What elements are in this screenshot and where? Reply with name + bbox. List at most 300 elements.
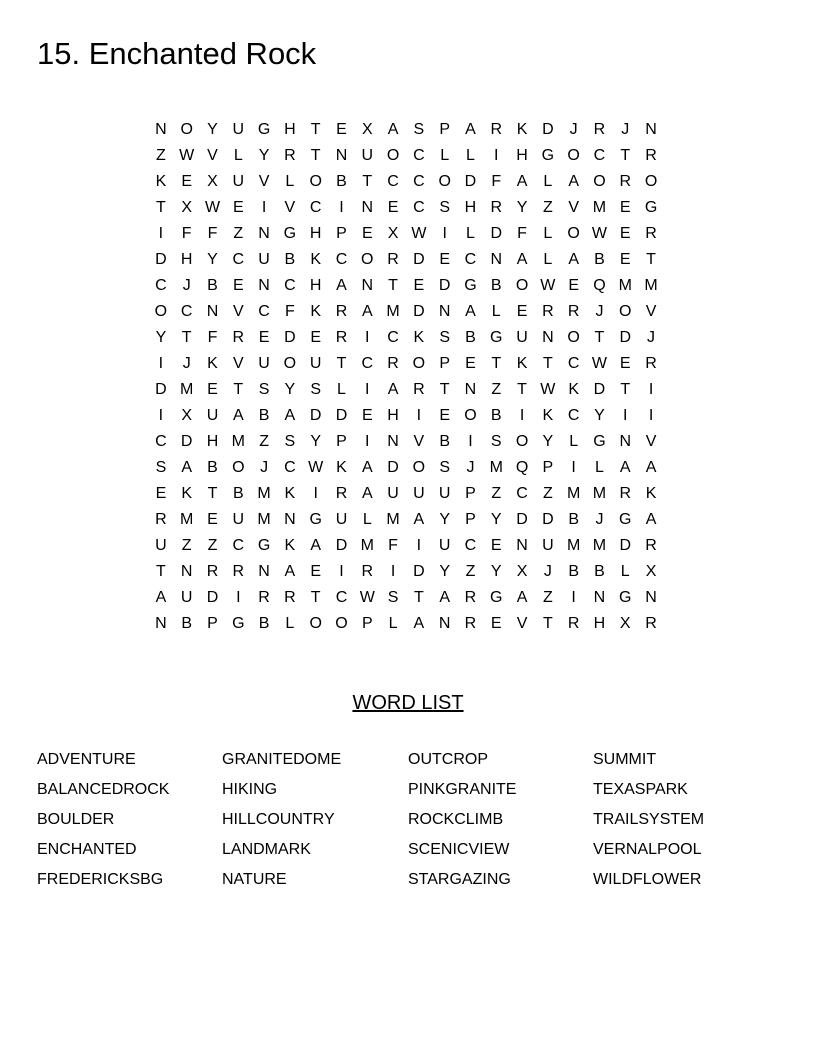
grid-letter[interactable]: O (593, 173, 606, 190)
grid-letter[interactable]: Y (594, 407, 605, 424)
grid-letter[interactable]: S (439, 199, 450, 216)
grid-letter[interactable]: R (361, 563, 374, 580)
grid-letter[interactable]: Z (207, 537, 218, 554)
grid-letter[interactable]: C (567, 355, 580, 372)
grid-letter[interactable]: E (516, 303, 528, 320)
grid-letter[interactable]: E (619, 225, 631, 242)
grid-letter[interactable]: R (258, 589, 270, 606)
grid-letter[interactable]: E (568, 277, 579, 294)
grid-letter[interactable]: A (645, 459, 657, 476)
grid-letter[interactable]: M (566, 485, 581, 502)
grid-letter[interactable]: T (336, 355, 347, 372)
grid-letter[interactable]: O (412, 355, 426, 372)
grid-letter[interactable]: S (310, 381, 322, 398)
grid-letter[interactable]: R (490, 121, 503, 138)
grid-letter[interactable]: N (284, 511, 296, 528)
grid-letter[interactable]: C (413, 147, 425, 164)
grid-letter[interactable]: D (155, 381, 167, 398)
grid-letter[interactable]: P (439, 121, 450, 138)
grid-letter[interactable]: A (413, 615, 425, 632)
grid-letter[interactable]: K (645, 485, 657, 502)
grid-letter[interactable]: U (180, 589, 193, 606)
grid-letter[interactable]: L (620, 563, 630, 580)
grid-letter[interactable]: B (181, 615, 193, 632)
grid-letter[interactable]: L (440, 147, 450, 164)
grid-letter[interactable]: V (568, 199, 579, 216)
grid-letter[interactable]: U (258, 251, 270, 268)
grid-letter[interactable]: K (310, 303, 322, 320)
grid-letter[interactable]: Y (310, 433, 322, 450)
grid-letter[interactable]: R (464, 589, 477, 606)
grid-letter[interactable]: O (515, 277, 529, 294)
grid-letter[interactable]: W (591, 355, 607, 372)
grid-letter[interactable]: B (284, 251, 296, 268)
grid-letter[interactable]: Q (515, 459, 529, 476)
grid-letter[interactable]: F (388, 537, 398, 554)
grid-letter[interactable]: D (516, 511, 528, 528)
grid-letter[interactable]: Y (284, 381, 296, 398)
grid-letter[interactable]: R (645, 615, 657, 632)
grid-letter[interactable]: L (466, 147, 475, 164)
grid-letter[interactable]: N (438, 615, 451, 632)
grid-letter[interactable]: T (310, 121, 321, 138)
grid-letter[interactable]: W (411, 225, 427, 242)
grid-letter[interactable]: E (490, 615, 502, 632)
grid-letter[interactable]: E (413, 277, 425, 294)
grid-letter[interactable]: X (516, 563, 528, 580)
grid-letter[interactable]: R (335, 485, 348, 502)
grid-letter[interactable]: R (567, 615, 580, 632)
grid-letter[interactable]: R (490, 199, 503, 216)
grid-letter[interactable]: Y (207, 251, 218, 268)
grid-letter[interactable]: U (516, 329, 528, 346)
grid-letter[interactable]: Y (490, 563, 502, 580)
grid-letter[interactable]: U (542, 537, 554, 554)
grid-letter[interactable]: I (494, 147, 499, 164)
grid-letter[interactable]: B (594, 563, 605, 580)
grid-letter[interactable]: S (439, 459, 450, 476)
grid-letter[interactable]: L (543, 173, 553, 190)
grid-letter[interactable]: Y (155, 329, 167, 346)
grid-letter[interactable]: X (207, 173, 218, 190)
grid-letter[interactable]: C (335, 589, 348, 606)
grid-letter[interactable]: A (336, 277, 347, 294)
grid-letter[interactable]: D (309, 407, 322, 424)
grid-letter[interactable]: W (204, 199, 221, 216)
grid-letter[interactable]: A (387, 121, 399, 138)
grid-letter[interactable]: K (155, 173, 167, 190)
grid-letter[interactable]: T (207, 485, 218, 502)
grid-letter[interactable]: C (387, 329, 399, 346)
grid-letter[interactable]: T (413, 589, 424, 606)
grid-letter[interactable]: E (439, 407, 450, 424)
grid-letter[interactable]: T (646, 251, 656, 268)
grid-letter[interactable]: U (258, 355, 270, 372)
grid-letter[interactable]: R (464, 615, 477, 632)
grid-letter[interactable]: M (360, 537, 374, 554)
grid-letter[interactable]: L (388, 615, 398, 632)
grid-letter[interactable]: O (154, 303, 168, 320)
grid-letter[interactable]: C (413, 199, 425, 216)
grid-letter[interactable]: I (416, 407, 422, 424)
grid-letter[interactable]: Y (490, 511, 502, 528)
grid-letter[interactable]: O (309, 615, 322, 632)
grid-letter[interactable]: N (155, 121, 167, 138)
grid-letter[interactable]: I (519, 407, 525, 424)
grid-letter[interactable]: R (567, 303, 580, 320)
grid-letter[interactable]: I (416, 537, 422, 554)
grid-letter[interactable]: T (388, 277, 398, 294)
grid-letter[interactable]: Z (542, 485, 553, 502)
grid-letter[interactable]: X (645, 563, 657, 580)
grid-letter[interactable]: S (155, 459, 167, 476)
grid-letter[interactable]: C (464, 537, 477, 554)
grid-letter[interactable]: N (258, 563, 270, 580)
grid-letter[interactable]: B (207, 459, 218, 476)
grid-letter[interactable]: G (232, 615, 245, 632)
grid-letter[interactable]: P (542, 459, 554, 476)
grid-letter[interactable]: E (232, 199, 244, 216)
grid-letter[interactable]: Y (542, 433, 554, 450)
grid-letter[interactable]: Z (465, 563, 476, 580)
grid-letter[interactable]: J (260, 459, 269, 476)
grid-letter[interactable]: R (284, 589, 296, 606)
grid-letter[interactable]: O (464, 407, 477, 424)
grid-letter[interactable]: A (181, 459, 193, 476)
grid-letter[interactable]: C (335, 251, 348, 268)
grid-letter[interactable]: R (593, 121, 606, 138)
grid-letter[interactable]: R (206, 563, 219, 580)
grid-letter[interactable]: G (257, 537, 271, 554)
grid-letter[interactable]: D (413, 303, 425, 320)
grid-letter[interactable]: O (361, 251, 374, 268)
grid-letter[interactable]: P (336, 225, 347, 242)
grid-letter[interactable]: N (387, 433, 399, 450)
grid-letter[interactable]: W (540, 381, 556, 398)
grid-letter[interactable]: Q (593, 277, 606, 294)
grid-letter[interactable]: E (387, 199, 399, 216)
grid-letter[interactable]: B (490, 407, 502, 424)
grid-letter[interactable]: D (593, 381, 606, 398)
grid-letter[interactable]: I (339, 199, 344, 216)
grid-letter[interactable]: P (465, 511, 476, 528)
grid-letter[interactable]: H (464, 199, 477, 216)
grid-letter[interactable]: J (182, 355, 191, 372)
grid-letter[interactable]: A (310, 537, 322, 554)
grid-letter[interactable]: L (362, 511, 372, 528)
grid-letter[interactable]: I (158, 225, 164, 242)
grid-letter[interactable]: M (592, 537, 607, 554)
grid-letter[interactable]: A (284, 407, 296, 424)
grid-letter[interactable]: H (309, 225, 322, 242)
grid-letter[interactable]: C (593, 147, 606, 164)
grid-letter[interactable]: C (413, 173, 425, 190)
grid-letter[interactable]: R (645, 225, 657, 242)
grid-letter[interactable]: G (464, 277, 477, 294)
grid-letter[interactable]: I (648, 381, 654, 398)
grid-letter[interactable]: N (206, 303, 219, 320)
grid-letter[interactable]: C (180, 303, 193, 320)
grid-letter[interactable]: G (283, 225, 297, 242)
grid-letter[interactable]: L (337, 381, 346, 398)
grid-letter[interactable]: K (207, 355, 218, 372)
grid-letter[interactable]: T (620, 147, 631, 164)
grid-letter[interactable]: O (180, 121, 193, 138)
grid-letter[interactable]: I (261, 199, 267, 216)
grid-letter[interactable]: O (567, 225, 580, 242)
grid-letter[interactable]: Z (542, 589, 553, 606)
grid-letter[interactable]: E (181, 173, 193, 190)
grid-letter[interactable]: E (361, 225, 373, 242)
grid-letter[interactable]: T (310, 589, 321, 606)
grid-letter[interactable]: K (284, 485, 296, 502)
grid-letter[interactable]: S (284, 433, 296, 450)
grid-letter[interactable]: P (207, 615, 218, 632)
grid-letter[interactable]: N (361, 199, 374, 216)
grid-letter[interactable]: H (516, 147, 528, 164)
grid-letter[interactable]: O (232, 459, 245, 476)
grid-letter[interactable]: B (258, 407, 270, 424)
grid-letter[interactable]: B (594, 251, 605, 268)
grid-letter[interactable]: B (336, 173, 347, 190)
grid-letter[interactable]: I (442, 225, 447, 242)
grid-letter[interactable]: A (232, 407, 244, 424)
grid-letter[interactable]: A (568, 173, 579, 190)
grid-letter[interactable]: I (365, 329, 370, 346)
grid-letter[interactable]: R (335, 329, 348, 346)
grid-letter[interactable]: D (542, 511, 554, 528)
grid-letter[interactable]: H (593, 615, 606, 632)
grid-letter[interactable]: I (236, 589, 241, 606)
grid-letter[interactable]: A (465, 121, 476, 138)
grid-letter[interactable]: M (644, 277, 658, 294)
grid-letter[interactable]: N (593, 589, 606, 606)
grid-letter[interactable]: L (233, 147, 243, 164)
grid-letter[interactable]: O (515, 433, 529, 450)
grid-letter[interactable]: L (543, 225, 553, 242)
grid-letter[interactable]: S (439, 329, 450, 346)
grid-letter[interactable]: K (542, 407, 554, 424)
grid-letter[interactable]: R (645, 147, 657, 164)
grid-letter[interactable]: Z (181, 537, 192, 554)
grid-letter[interactable]: N (619, 433, 632, 450)
grid-letter[interactable]: J (595, 303, 604, 320)
grid-letter[interactable]: M (489, 459, 503, 476)
grid-letter[interactable]: X (619, 615, 631, 632)
grid-letter[interactable]: Y (516, 199, 528, 216)
grid-letter[interactable]: G (257, 121, 271, 138)
grid-letter[interactable]: F (284, 303, 295, 320)
grid-letter[interactable]: J (543, 563, 552, 580)
grid-letter[interactable]: F (207, 329, 218, 346)
grid-letter[interactable]: V (413, 433, 425, 450)
grid-letter[interactable]: P (361, 615, 373, 632)
grid-letter[interactable]: D (413, 251, 425, 268)
grid-letter[interactable]: S (258, 381, 270, 398)
grid-letter[interactable]: E (619, 251, 631, 268)
grid-letter[interactable]: K (413, 329, 425, 346)
grid-letter[interactable]: O (386, 147, 400, 164)
grid-letter[interactable]: M (180, 381, 194, 398)
grid-letter[interactable]: V (516, 615, 528, 632)
grid-letter[interactable]: L (285, 173, 295, 190)
grid-letter[interactable]: O (644, 173, 658, 190)
grid-letter[interactable]: D (619, 329, 632, 346)
grid-letter[interactable]: N (516, 537, 528, 554)
grid-letter[interactable]: E (310, 329, 322, 346)
grid-letter[interactable]: Y (439, 563, 450, 580)
grid-letter[interactable]: N (361, 277, 374, 294)
grid-letter[interactable]: T (620, 381, 631, 398)
grid-letter[interactable]: G (490, 589, 503, 606)
grid-letter[interactable]: Y (439, 511, 450, 528)
grid-letter[interactable]: F (517, 225, 527, 242)
grid-letter[interactable]: I (339, 563, 344, 580)
grid-letter[interactable]: O (309, 173, 322, 190)
grid-letter[interactable]: U (361, 147, 374, 164)
grid-letter[interactable]: I (468, 433, 473, 450)
grid-letter[interactable]: E (232, 277, 244, 294)
grid-letter[interactable]: N (258, 225, 270, 242)
grid-letter[interactable]: N (155, 615, 167, 632)
grid-letter[interactable]: I (313, 485, 318, 502)
grid-letter[interactable]: A (361, 459, 373, 476)
grid-letter[interactable]: C (387, 173, 399, 190)
grid-letter[interactable]: B (568, 511, 579, 528)
grid-letter[interactable]: C (284, 277, 296, 294)
grid-letter[interactable]: I (365, 381, 370, 398)
grid-letter[interactable]: N (645, 121, 657, 138)
grid-letter[interactable]: U (335, 511, 348, 528)
grid-letter[interactable]: B (232, 485, 244, 502)
grid-letter[interactable]: S (387, 589, 399, 606)
grid-letter[interactable]: U (309, 355, 322, 372)
grid-letter[interactable]: E (439, 251, 450, 268)
grid-letter[interactable]: A (645, 511, 657, 528)
grid-letter[interactable]: N (180, 563, 193, 580)
grid-letter[interactable]: K (516, 355, 528, 372)
grid-letter[interactable]: K (181, 485, 193, 502)
grid-letter[interactable]: C (258, 303, 270, 320)
grid-letter[interactable]: C (232, 537, 245, 554)
grid-letter[interactable]: H (206, 433, 219, 450)
grid-letter[interactable]: C (567, 407, 580, 424)
grid-letter[interactable]: R (645, 355, 657, 372)
grid-letter[interactable]: E (619, 355, 631, 372)
grid-letter[interactable]: O (567, 147, 580, 164)
grid-letter[interactable]: B (207, 277, 218, 294)
grid-letter[interactable]: N (542, 329, 554, 346)
grid-letter[interactable]: T (542, 355, 553, 372)
grid-letter[interactable]: I (158, 407, 164, 424)
grid-letter[interactable]: R (232, 329, 245, 346)
grid-letter[interactable]: X (181, 199, 193, 216)
grid-letter[interactable]: D (490, 225, 503, 242)
grid-letter[interactable]: U (232, 121, 245, 138)
grid-letter[interactable]: S (413, 121, 425, 138)
grid-letter[interactable]: P (439, 355, 450, 372)
grid-letter[interactable]: G (309, 511, 322, 528)
grid-letter[interactable]: R (232, 563, 245, 580)
grid-letter[interactable]: Y (207, 121, 218, 138)
grid-letter[interactable]: B (568, 563, 579, 580)
grid-letter[interactable]: D (180, 433, 193, 450)
grid-letter[interactable]: R (413, 381, 425, 398)
grid-letter[interactable]: Y (258, 147, 270, 164)
grid-letter[interactable]: A (155, 589, 167, 606)
grid-letter[interactable]: U (387, 485, 399, 502)
grid-letter[interactable]: U (438, 485, 451, 502)
grid-letter[interactable]: N (645, 589, 657, 606)
grid-letter[interactable]: D (542, 121, 554, 138)
grid-letter[interactable]: X (387, 225, 399, 242)
grid-letter[interactable]: T (491, 355, 502, 372)
grid-letter[interactable]: W (179, 147, 195, 164)
grid-letter[interactable]: J (621, 121, 630, 138)
grid-letter[interactable]: A (516, 173, 528, 190)
grid-letter[interactable]: V (258, 173, 270, 190)
grid-letter[interactable]: Z (491, 485, 502, 502)
grid-letter[interactable]: K (284, 537, 296, 554)
grid-letter[interactable]: Z (259, 433, 269, 450)
grid-letter[interactable]: J (647, 329, 656, 346)
grid-letter[interactable]: N (438, 303, 451, 320)
grid-letter[interactable]: T (181, 329, 192, 346)
grid-letter[interactable]: N (490, 251, 503, 268)
grid-letter[interactable]: M (231, 433, 245, 450)
grid-letter[interactable]: I (571, 459, 576, 476)
grid-letter[interactable]: J (569, 121, 578, 138)
grid-letter[interactable]: M (566, 537, 581, 554)
grid-letter[interactable]: Z (542, 199, 553, 216)
grid-letter[interactable]: A (568, 251, 579, 268)
grid-letter[interactable]: L (569, 433, 579, 450)
grid-letter[interactable]: F (207, 225, 218, 242)
grid-letter[interactable]: O (283, 355, 297, 372)
grid-letter[interactable]: Z (233, 225, 244, 242)
grid-letter[interactable]: T (594, 329, 605, 346)
grid-letter[interactable]: D (335, 407, 348, 424)
grid-letter[interactable]: C (155, 277, 167, 294)
grid-letter[interactable]: E (155, 485, 167, 502)
grid-letter[interactable]: L (466, 225, 475, 242)
grid-letter[interactable]: D (206, 589, 219, 606)
grid-letter[interactable]: J (182, 277, 191, 294)
grid-letter[interactable]: D (155, 251, 167, 268)
grid-letter[interactable]: D (464, 173, 477, 190)
grid-letter[interactable]: N (335, 147, 348, 164)
grid-letter[interactable]: R (335, 303, 348, 320)
grid-letter[interactable]: B (490, 277, 502, 294)
grid-letter[interactable]: V (645, 303, 657, 320)
grid-letter[interactable]: B (439, 433, 450, 450)
grid-letter[interactable]: T (233, 381, 244, 398)
grid-letter[interactable]: G (593, 433, 606, 450)
grid-letter[interactable]: L (285, 615, 295, 632)
grid-letter[interactable]: E (207, 381, 218, 398)
grid-letter[interactable]: C (284, 459, 296, 476)
grid-letter[interactable]: T (362, 173, 373, 190)
grid-letter[interactable]: D (619, 537, 632, 554)
grid-letter[interactable]: M (618, 277, 632, 294)
grid-letter[interactable]: J (466, 459, 475, 476)
grid-letter[interactable]: H (309, 277, 322, 294)
grid-letter[interactable]: G (619, 589, 632, 606)
grid-letter[interactable]: T (517, 381, 527, 398)
grid-letter[interactable]: I (158, 355, 164, 372)
grid-letter[interactable]: U (155, 537, 167, 554)
grid-letter[interactable]: E (361, 407, 373, 424)
